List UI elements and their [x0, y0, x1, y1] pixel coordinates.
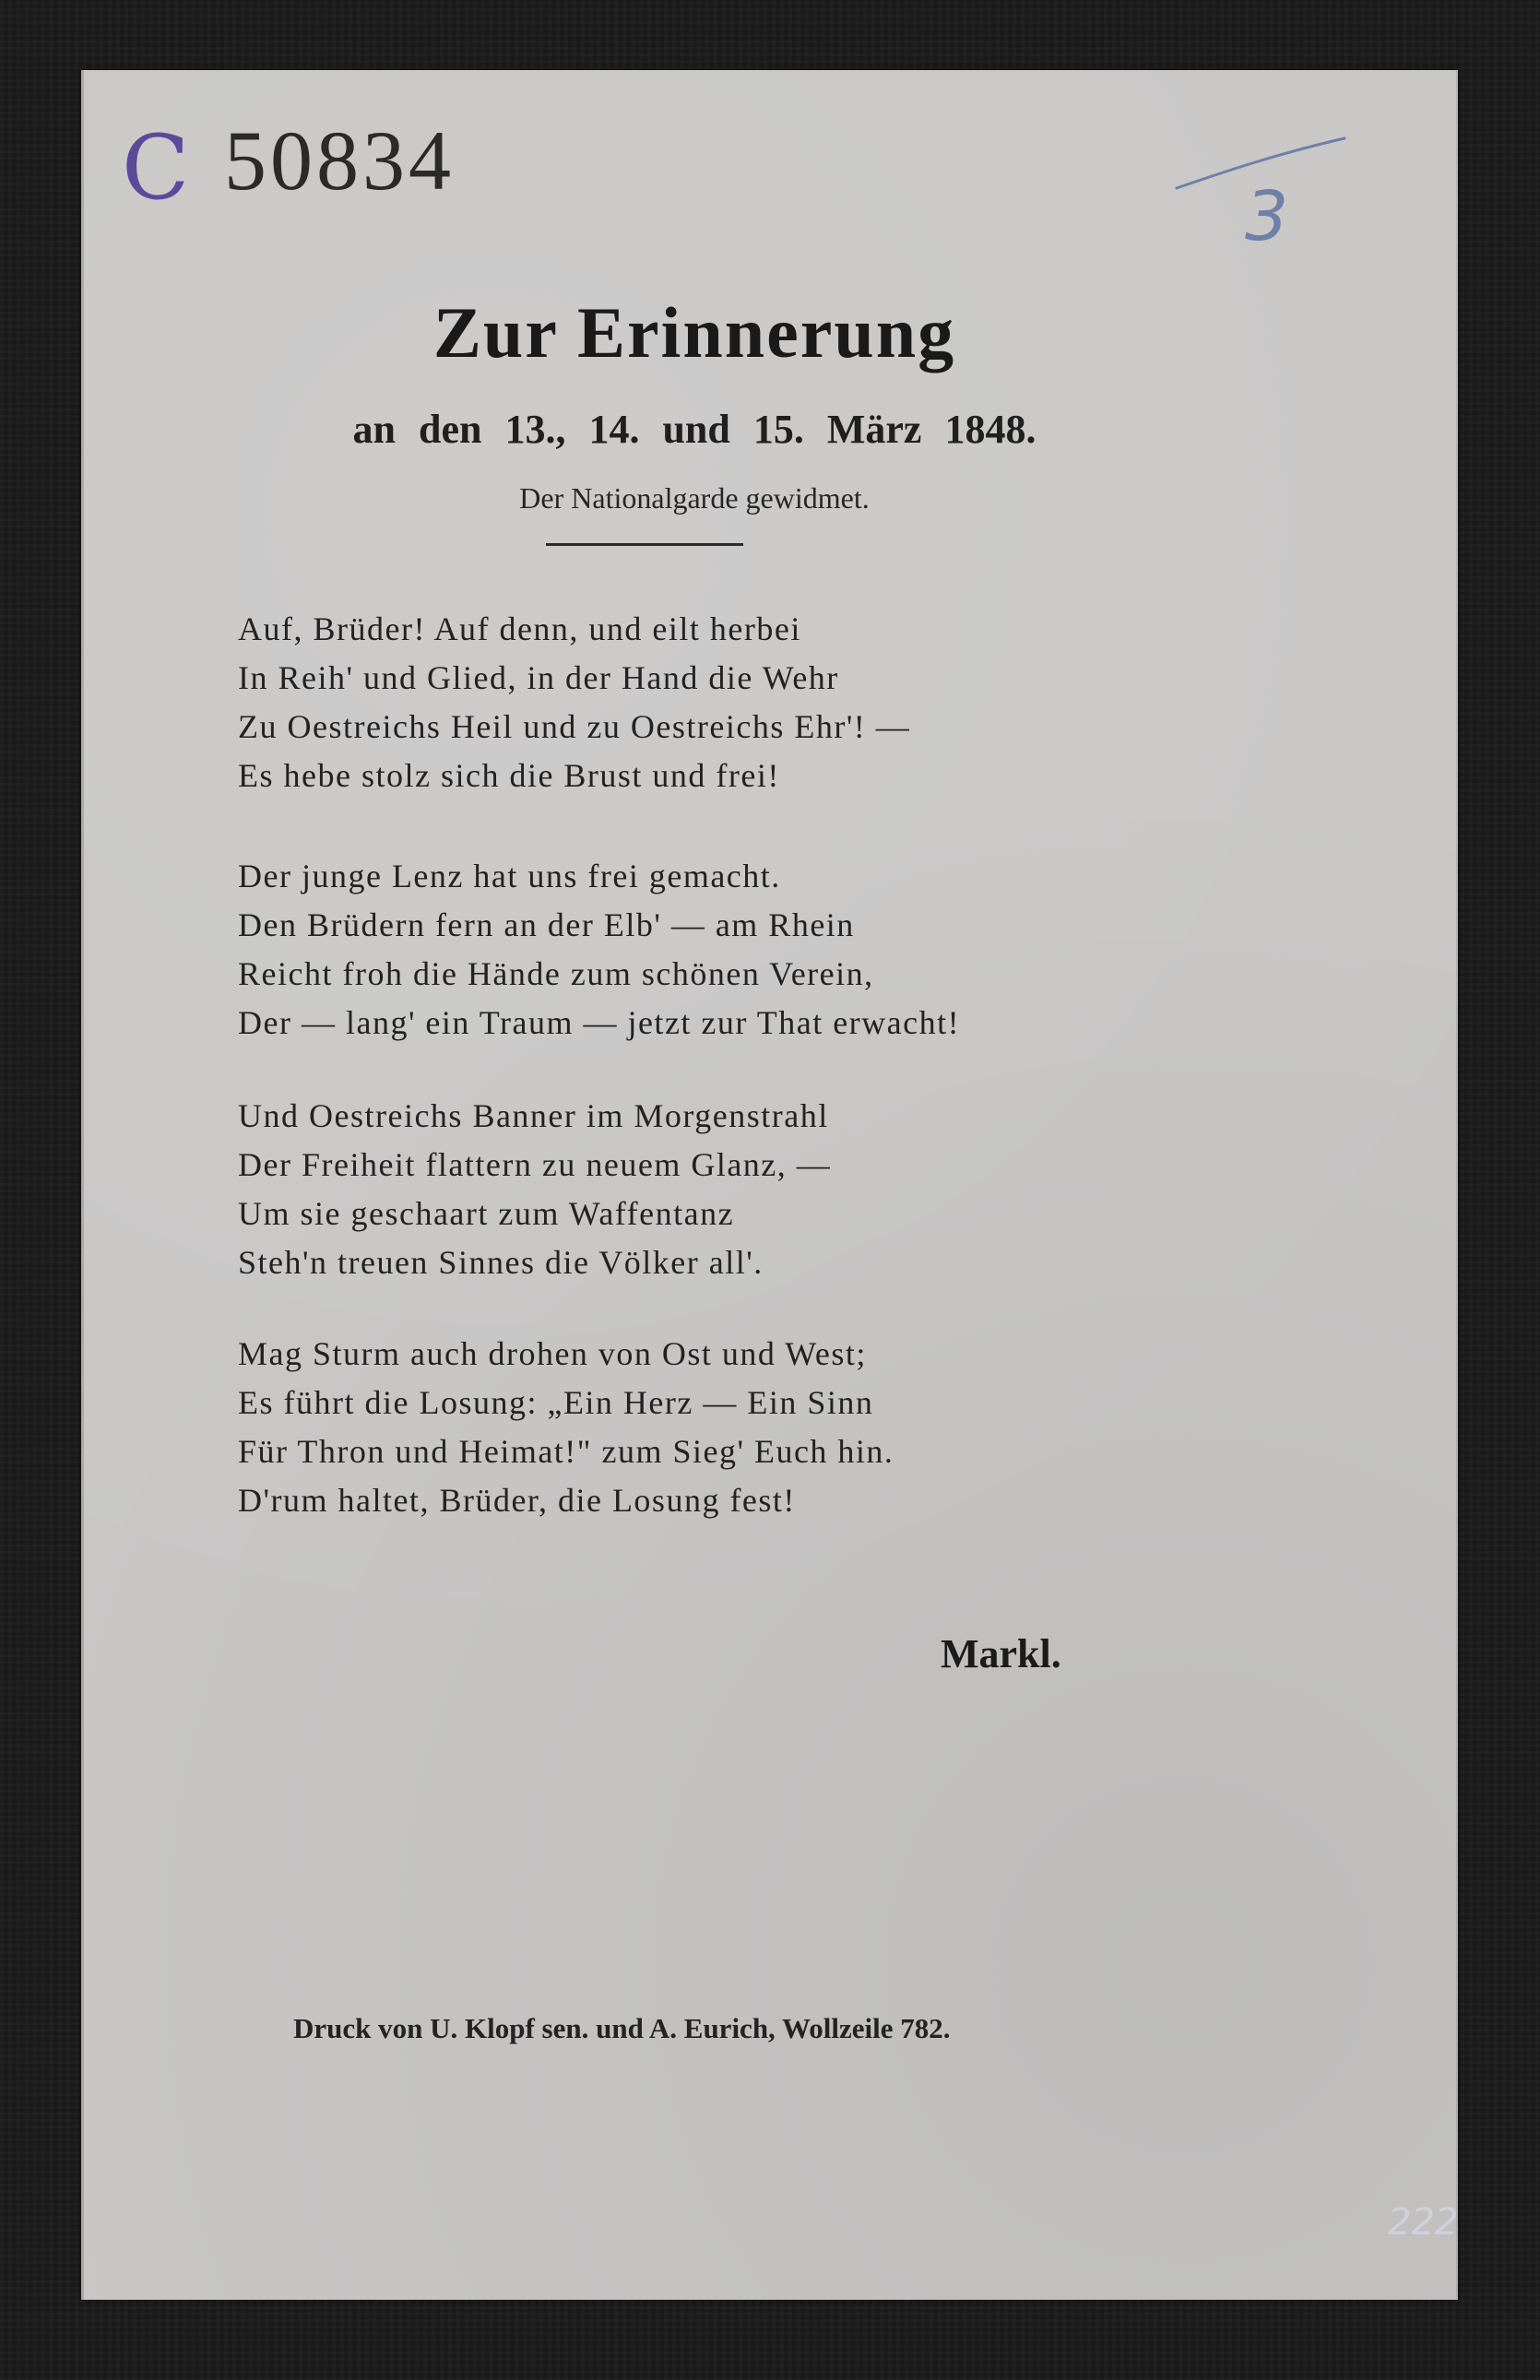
pencil-note: 3: [1245, 177, 1289, 256]
printer-imprint: Druck von U. Klopf sen. und A. Eurich, Wollzeile 782.: [293, 2012, 951, 2044]
archive-folio-number: 222: [1388, 2201, 1459, 2244]
stanza-2: [238, 852, 960, 1048]
poem-line: Zu Oestreichs Heil und zu Oestreichs Ehr'! —: [238, 708, 911, 745]
stanza-3: [238, 1092, 831, 1287]
poem-line: Es führt die Losung: „Ein Herz — Ein Sinn: [238, 1384, 874, 1421]
poem-line: Reicht froh die Hände zum schönen Verein,: [238, 955, 874, 992]
divider-rule: [546, 543, 743, 546]
archive-stamp-letter: C: [122, 116, 190, 219]
dedication: Der Nationalgarde gewidmet.: [519, 481, 870, 515]
poem-line: D'rum haltet, Brüder, die Losung fest!: [238, 1482, 796, 1519]
stanza-4: [238, 1330, 894, 1525]
stanza-1: [238, 605, 910, 800]
author-signature: Markl.: [941, 1631, 1061, 1676]
poem-line: Und Oestreichs Banner im Morgenstrahl: [238, 1097, 829, 1134]
poem-line: Es hebe stolz sich die Brust und frei!: [238, 757, 780, 794]
document-sheet: [81, 70, 1458, 2300]
poem-line: Um sie geschaart zum Waffentanz: [238, 1195, 735, 1232]
poem-line: Auf, Brüder! Auf denn, und eilt herbei: [238, 610, 801, 647]
poem-line: Der junge Lenz hat uns frei gemacht.: [238, 858, 781, 894]
catalog-number: 50834: [224, 113, 455, 207]
poem-line: Für Thron und Heimat!" zum Sieg' Euch hin.: [238, 1433, 894, 1470]
poem-line: Der Freiheit flattern zu neuem Glanz, —: [238, 1146, 832, 1183]
poem-line: Steh'n treuen Sinnes die Völker all'.: [238, 1244, 764, 1281]
poem-line: Mag Sturm auch drohen von Ost und West;: [238, 1335, 867, 1372]
poem-line: Der — lang' ein Traum — jetzt zur That erwacht!: [238, 1004, 961, 1041]
document-title: Zur Erinnerung: [432, 292, 956, 373]
document-subtitle: an den 13., 14. und 15. März 1848.: [352, 407, 1037, 452]
poem-line: Den Brüdern fern an der Elb' — am Rhein: [238, 906, 855, 943]
poem-line: In Reih' und Glied, in der Hand die Wehr: [238, 659, 839, 696]
